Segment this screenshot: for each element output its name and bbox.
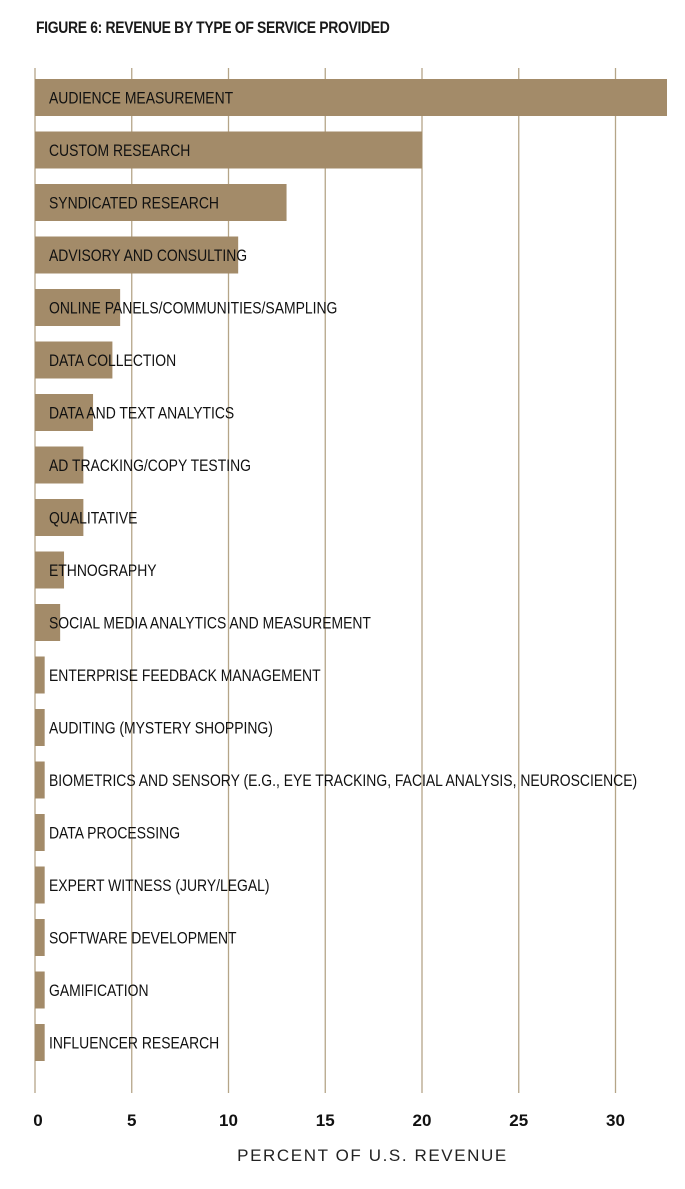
bar-label: BIOMETRICS AND SENSORY (E.G., EYE TRACKING, FACIAL ANALYSIS, NEUROSCIENCE) <box>49 771 638 791</box>
bar-label: DATA AND TEXT ANALYTICS <box>49 404 235 423</box>
x-axis-ticks <box>33 1111 625 1130</box>
bar <box>35 709 45 746</box>
x-tick-label: 0 <box>33 1111 43 1130</box>
x-tick-label: 5 <box>127 1111 137 1130</box>
bar-labels <box>49 89 637 1053</box>
bar-label: SOFTWARE DEVELOPMENT <box>49 929 237 948</box>
bar <box>35 1024 45 1061</box>
bar-label: ONLINE PANELS/COMMUNITIES/SAMPLING <box>49 299 338 318</box>
x-tick-label: 30 <box>606 1111 625 1130</box>
bar-label: DATA COLLECTION <box>49 351 177 371</box>
x-axis-title: PERCENT OF U.S. REVENUE <box>237 1146 508 1165</box>
bar-label: QUALITATIVE <box>49 509 138 528</box>
bar <box>35 972 45 1009</box>
bar-label: ENTERPRISE FEEDBACK MANAGEMENT <box>49 666 321 686</box>
bar-label: GAMIFICATION <box>49 981 149 1001</box>
bar <box>35 814 45 851</box>
chart-title: FIGURE 6: REVENUE BY TYPE OF SERVICE PROVIDED <box>36 18 390 37</box>
bar <box>35 867 45 904</box>
x-tick-label: 15 <box>315 1111 335 1130</box>
bar-label: SOCIAL MEDIA ANALYTICS AND MEASUREMENT <box>49 614 371 633</box>
bar-label: ETHNOGRAPHY <box>49 561 157 581</box>
bar-label: AD TRACKING/COPY TESTING <box>49 456 251 476</box>
bar-label: AUDITING (MYSTERY SHOPPING) <box>49 719 273 738</box>
bar-label: CUSTOM RESEARCH <box>49 141 191 161</box>
bar <box>35 919 45 956</box>
bar <box>35 762 45 799</box>
bar-label: EXPERT WITNESS (JURY/LEGAL) <box>49 876 270 896</box>
bar-label: AUDIENCE MEASUREMENT <box>49 89 234 108</box>
x-tick-label: 10 <box>219 1111 238 1130</box>
x-tick-label: 25 <box>509 1111 529 1130</box>
bar-label: INFLUENCER RESEARCH <box>49 1034 220 1053</box>
bar-label: ADVISORY AND CONSULTING <box>49 246 248 266</box>
x-tick-label: 20 <box>412 1111 432 1130</box>
bar-label: SYNDICATED RESEARCH <box>49 194 219 213</box>
bar <box>35 657 45 694</box>
bar-label: DATA PROCESSING <box>49 824 181 843</box>
